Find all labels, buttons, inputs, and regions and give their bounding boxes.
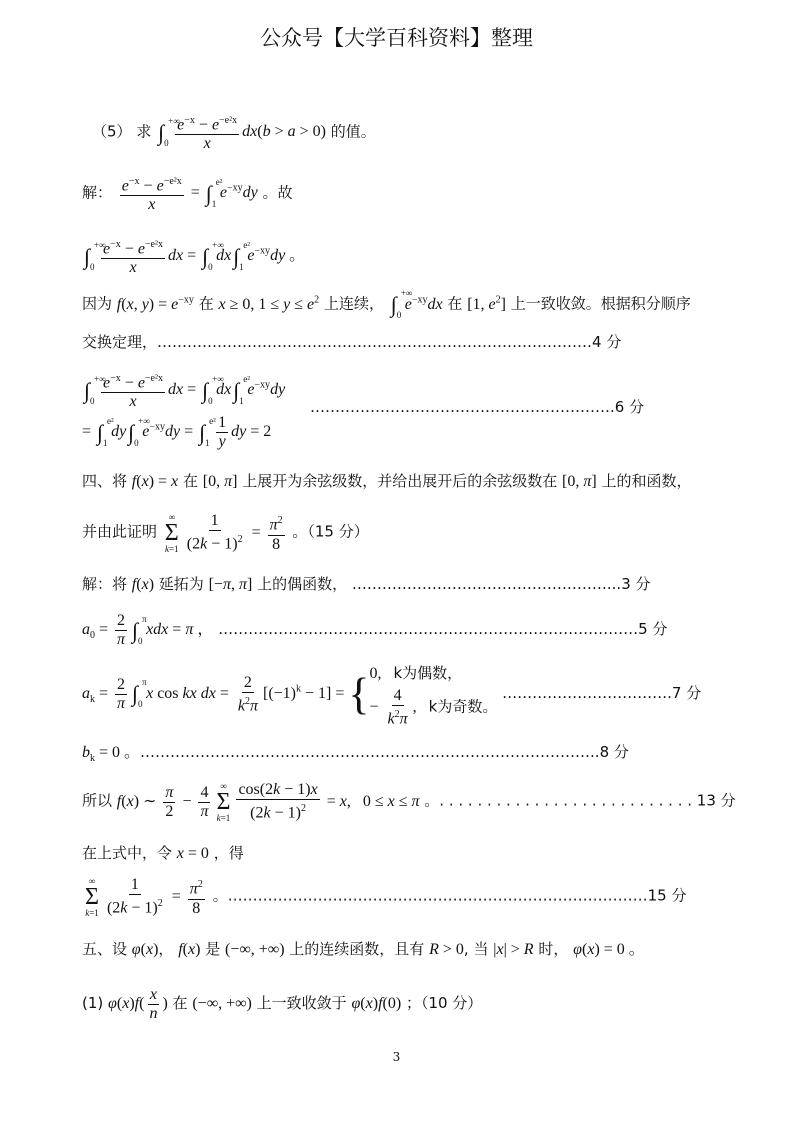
page-header: 公众号【大学百科资料】整理 <box>260 26 533 50</box>
text-extend: 延拓为 <box>158 575 204 593</box>
a0-expr: $a_0$ = $\frac{2}{\pi}$ ∫ π 0 xdx = π ， <box>82 612 214 648</box>
series-expr: ∞ Σ k=1 $\frac{1}{(2k - 1)^2}$ = $\frac{\pi^2}{8}$ <box>164 512 283 554</box>
identity-expr: $\frac{e^{-x} - e^{-e^2x}}{x}$ = ∫ e² 1 $e^{-xy}dy$ <box>117 184 258 201</box>
question-5: 五、设 φ(x)， f(x) 是 (−∞, +∞) 上的连续函数，且有 R > 0, 当 |x| > R 时， φ(x) = 0 。 <box>82 940 645 958</box>
score-6-line <box>310 396 644 417</box>
abs-x-expr: |x| > R <box>493 941 534 958</box>
solution-5-line6 <box>82 414 271 451</box>
text-q5: 五、设 <box>82 940 128 958</box>
continuity-expr: f(x, $y) = e^{-xy}$ <box>116 294 194 313</box>
sub-label-1: (1) <box>82 994 104 1013</box>
text-prove: 并由此证明 <box>82 522 158 541</box>
text-on: 在 <box>447 294 463 313</box>
integral-expr: ∫ +∞ 0 $\frac{e^{-x} - e^{-e^2x}}{x}$ dx(b > a > 0) <box>156 123 326 140</box>
text-on: 在 <box>182 472 198 490</box>
solution-4-ak <box>82 660 701 728</box>
score-4: ……………………………………………………………………………4 分 <box>157 333 622 351</box>
problem-label: （5） <box>92 122 132 141</box>
score-6: …………………………………………………….6 分 <box>310 398 645 416</box>
text-q5-2: 是 <box>205 940 221 958</box>
limit-expr: φ(x)f(0) <box>351 995 402 1013</box>
swap-expr-2: = ∫ e² 1 dy∫ +∞ 0 $e^{-xy}dy$ = ∫ e² 1 $\frac{1}{y}$ dy = 2 <box>82 414 272 450</box>
solution-5-line4 <box>82 331 621 352</box>
text-uniform: 上一致收敛。根据积分顺序 <box>510 294 691 313</box>
score-8: ………………………………………………………………………………..8 分 <box>140 743 629 761</box>
score-5: …………………………………………………………………………5 分 <box>218 620 668 639</box>
text-let: 在上式中，令 <box>82 844 173 862</box>
case-even: k为偶数， <box>393 664 463 682</box>
solution-4-result <box>82 876 686 918</box>
f-expr: f(x) <box>178 941 201 958</box>
problem-tail: 的值。 <box>330 122 376 141</box>
phi-zero: φ(x) = 0 。 <box>573 941 645 958</box>
uniform-integral-expr: ∫ +∞ 0 $e^{-xy}dx$ <box>390 288 443 320</box>
r-positive: R > 0 <box>429 941 464 958</box>
swap-expr-1: ∫ +∞ 0 $\frac{e^{-x} - e^{-e^2x}}{x}$ dx = ∫ +∞ 0 dx∫ e² 1 $e^{-xy}dy$ <box>82 381 285 398</box>
text-even: 上的偶函数， <box>257 575 348 593</box>
text-q4-2: 上展开为余弦级数，并给出展开后的余弦级数在 <box>242 472 558 490</box>
score-3: ……………………………………………...3 分 <box>351 575 651 593</box>
text-on: 在 <box>172 994 188 1013</box>
text-q4-3: 上的和函数， <box>601 472 692 490</box>
result-expr: ∞ Σ k=1 $\frac{1}{(2k - 1)^2}$ = $\frac{\pi^2}{8}$ <box>85 876 203 918</box>
text-get: ，得 <box>213 844 244 862</box>
phi-f-expr: φ(x)f( $\frac{x}{n}$ ) <box>108 986 168 1022</box>
question-4 <box>82 470 691 491</box>
solution-4-line1 <box>82 573 651 594</box>
text-sub1-tail: 上一致收敛于 <box>256 994 347 1013</box>
fx-expr: f(x) = x <box>131 473 179 490</box>
text-q5-4: 当 <box>473 940 489 958</box>
real-line: (−∞, +∞) <box>225 941 285 958</box>
text-q4: 四、将 <box>82 472 128 490</box>
case-odd: k为奇数。 <box>428 697 498 716</box>
question-5-sub1 <box>82 986 482 1023</box>
interval-0pi: [0, π] <box>202 473 238 490</box>
solution-4-let <box>82 842 244 863</box>
points-15: 。（15 分） <box>292 522 369 541</box>
interval-0pi-2: [0, π] <box>561 473 597 490</box>
points-10: ；（10 分） <box>405 994 483 1013</box>
x-zero: x = 0 <box>176 845 209 862</box>
text-q5-5: 时， <box>538 940 569 958</box>
problem-5 <box>92 112 376 153</box>
text-continuous: 上连续， <box>323 294 384 313</box>
text-on: 在 <box>198 294 214 313</box>
text-sol4-intro: 解：将 <box>82 575 128 593</box>
solution-4-bk <box>82 739 629 764</box>
cosine-series-expr: f(x) ∼ $\frac{\pi}{2}$ − $\frac{4}{\pi}$ ∞ Σ k=1 $\frac{\cos(2k - 1)x}{(2k - 1)^2}$ = x, 0 ≤ x ≤ π <box>116 781 420 823</box>
score-13: 。. . . . . . . . . . . . . . . . . . . . . . . . . . . 13 分 <box>424 791 736 810</box>
fx-short: f(x) <box>131 576 155 593</box>
text-gu: 。故 <box>262 183 293 202</box>
interval-pm-pi: [−π, π] <box>208 576 253 593</box>
text-q5-3: 上的连续函数，且有 <box>289 940 425 958</box>
real-line-2: (−∞, +∞) <box>192 995 252 1013</box>
solution-label: 解： <box>82 183 113 202</box>
score-7: …………………………….7 分 <box>502 683 702 702</box>
domain-expr: x ≥ 0, $1 \le y \le e^2$ <box>218 294 320 313</box>
double-integral-expr: ∫ +∞ 0 $\frac{e^{-x} - e^{-e^2x}}{x}$ dx = ∫ +∞ 0 dx∫ e² 1 $e^{-xy}dy$ 。 <box>82 247 305 264</box>
solution-5-line1 <box>82 173 292 214</box>
solution-4-series <box>82 781 736 823</box>
page-number: 3 <box>392 1050 401 1064</box>
text-because: 因为 <box>82 294 113 313</box>
solution-4-a0 <box>82 612 667 649</box>
text-so: 所以 <box>82 791 113 810</box>
phi-expr: φ(x) <box>131 941 159 958</box>
question-4-prove <box>82 512 369 554</box>
solution-5-line2 <box>82 236 305 277</box>
score-15: 。…………………………………………………………………………15 分 <box>212 886 687 905</box>
problem-ask: 求 <box>136 122 152 141</box>
solution-5-line3 <box>82 288 691 320</box>
interval-expr: [1, $e^2$] <box>467 294 506 313</box>
solution-5-line5 <box>82 370 285 411</box>
text-swap: 交换定理， <box>82 333 158 351</box>
bk-expr: $b_k = 0$ 。 <box>82 744 141 765</box>
ak-expr: $a_k$ = $\frac{2}{\pi}$ ∫ π 0 x cos kx dx = $\frac{2}{k^2\pi}$ $[(-1)^k - 1]$ = { 0, k为偶数， − $\frac{4}{k^2\pi}$ , k为奇数。 <box>82 664 498 728</box>
